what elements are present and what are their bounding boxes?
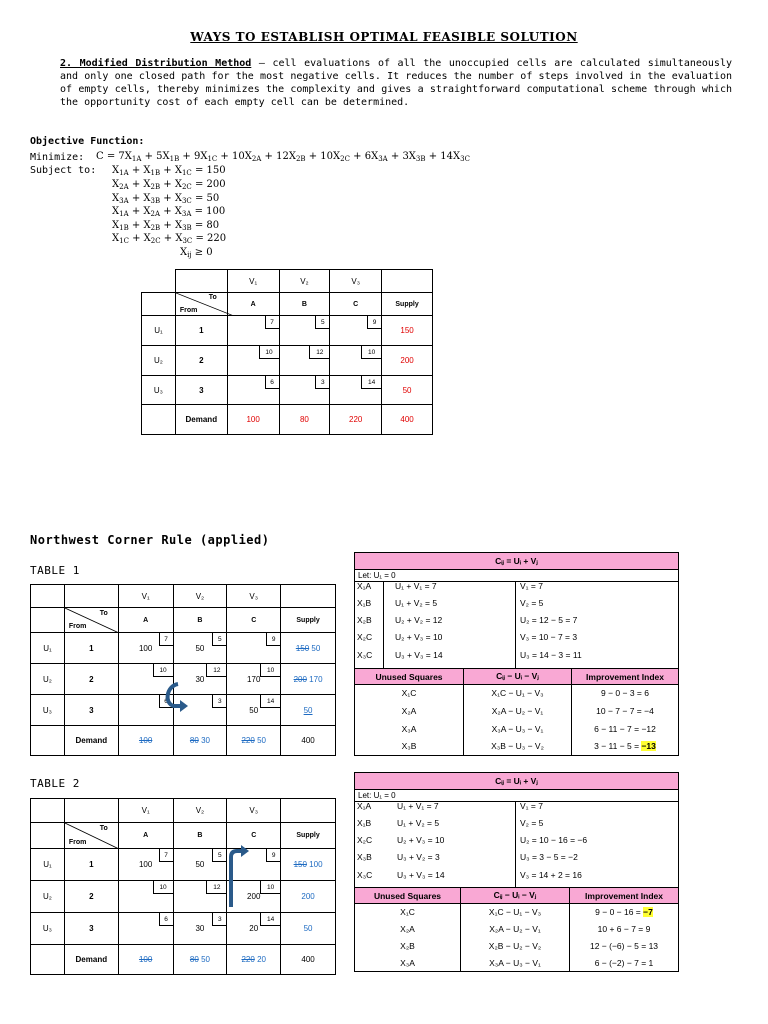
v2-header: V₂ <box>279 270 330 293</box>
alloc-cell: 5 50 <box>173 849 227 881</box>
to-from-header: To From <box>64 823 118 849</box>
cost-cell: 7 <box>227 316 279 346</box>
alloc-cell: 5 50 <box>173 633 227 664</box>
row-3-label: 3 <box>175 376 227 405</box>
alloc-cell: 3 30 <box>173 913 227 945</box>
row-1-label: 1 <box>175 316 227 346</box>
supply-cell: 200 170 <box>281 664 336 695</box>
v1-header: V₁ <box>227 270 279 293</box>
supply-cell: 50 <box>281 695 336 726</box>
constraint-2: $X_{2A} + X_{2B} + X_{2C} = 200$ <box>112 179 226 191</box>
supply-1: 150 <box>382 316 433 346</box>
total: 400 <box>281 945 336 975</box>
demand-cell: 220 20 <box>227 945 281 975</box>
total: 400 <box>281 726 336 756</box>
constraint-6: $X_{1C} + X_{2C} + X_{3C} = 220$ <box>112 233 227 245</box>
cost-cell: 12 <box>279 346 330 376</box>
demand-c: 220 <box>330 405 382 435</box>
cost-cell: 10 <box>330 346 382 376</box>
constraint-1: $X_{1A} + X_{1B} + X_{1C} = 150$ <box>112 165 226 177</box>
alloc-cell: 12 30 <box>173 664 227 695</box>
total: 400 <box>382 405 433 435</box>
supply-cell: 150 100 <box>281 849 336 881</box>
alloc-cell: 9 <box>227 849 281 881</box>
v3-header: V₃ <box>330 270 382 293</box>
alloc-cell: 10 200 <box>227 881 281 913</box>
cost-cell: 10 <box>227 346 279 376</box>
supply-cell: 150 50 <box>281 633 336 664</box>
cost-cell: 6 <box>227 376 279 405</box>
cost-cell: 5 <box>279 316 330 346</box>
table-2: V₁ V₂ V₃ To From A B C Supply U₁ 1 7 100 5 50 9 150 100 U₂ 2 10 12 10 200 200 U₃ 3 6 3 30 14 20 50 Demand 100 80 50 220 20 400 <box>30 798 336 975</box>
supply-cell: 50 <box>281 913 336 945</box>
u3-label: U₃ <box>142 376 176 405</box>
non-negativity: $X_{ij} \ge 0$ <box>180 247 213 259</box>
cost-cell: 3 <box>279 376 330 405</box>
alloc-cell: 12 <box>173 881 227 913</box>
nw-corner-heading: Northwest Corner Rule (applied) <box>30 533 270 547</box>
demand-label: Demand <box>175 405 227 435</box>
constraint-3: $X_{3A} + X_{3B} + X_{3C} = 50$ <box>112 193 220 205</box>
most-negative-index: −7 <box>643 907 653 918</box>
demand-cell: 100 <box>118 945 173 975</box>
supply-3: 50 <box>382 376 433 405</box>
col-c-header: C <box>330 293 382 316</box>
page-title: WAYS TO ESTABLISH OPTIMAL FEASIBLE SOLUTION <box>190 30 578 44</box>
demand-cell: 80 30 <box>173 726 227 756</box>
calc-2-index-table: Unused Squares Cᵢⱼ − Uᵢ − Vⱼ Improvement Index X₁C X₁C − U₁ − V₃ 9 − 0 − 16 = −7 X₂A X₂A − U₂ − V₁ 10 + 6 − 7 = 9 X₂B X₂B − U₂ − V₂ 12 − (−6) − 5 = 13 X₃A X₃A − U₃ − V₁ 6 − (−2) − 7 = 1 <box>354 887 679 972</box>
demand-cell: 220 50 <box>227 726 281 756</box>
alloc-cell: 14 50 <box>227 695 281 726</box>
alloc-cell: 9 <box>227 633 281 664</box>
supply-2: 200 <box>382 346 433 376</box>
demand-a: 100 <box>227 405 279 435</box>
transportation-table <box>141 269 433 435</box>
demand-b: 80 <box>279 405 330 435</box>
cycle-arrow-icon <box>160 680 190 714</box>
col-b-header: B <box>279 293 330 316</box>
alloc-cell: 10 170 <box>227 664 281 695</box>
cost-cell: 9 <box>330 316 382 346</box>
method-description: – cell evaluations of all the unoccupied cells are calculated simultaneously and only one closed path for the most negative cells. It reduces the number of steps involved in the evaluation of empty cells, thereby minimizes the complexity and gives a straightforward computational scheme through which the opportunity cost of each empty cell can be determined. <box>60 58 732 108</box>
minimize-label: Minimize: <box>30 152 85 163</box>
to-from-header: To From <box>175 293 227 316</box>
calc-table-2: Cᵢⱼ = Uᵢ + Vⱼ Let: U₁ = 0 <box>354 772 679 802</box>
alloc-cell: 7 100 <box>118 633 173 664</box>
cost-cell: 14 <box>330 376 382 405</box>
alloc-cell: 6 <box>118 695 173 726</box>
objective-label: Objective Function: <box>30 136 145 147</box>
supply-cell: 200 <box>281 881 336 913</box>
most-negative-index: −13 <box>641 741 656 752</box>
constraint-4: $X_{1A} + X_{2A} + X_{3A} = 100$ <box>112 206 226 218</box>
demand-cell: 100 <box>118 726 173 756</box>
objective-expression: $C = 7X_{1A} + 5X_{1B} + 9X_{1C} + 10X_{2A} + 12X_{2B} + 10X_{2C} + 6X_{3A} + 3X_{3B} + 14X_{3C}$ <box>96 151 470 163</box>
method-heading: 2. Modified Distribution Method <box>60 58 252 69</box>
demand-cell: 80 50 <box>173 945 227 975</box>
alloc-cell: 6 <box>118 913 173 945</box>
calc-table-1: Cᵢⱼ = Uᵢ + Vⱼ Let: U₁ = 0 <box>354 552 679 582</box>
u1-label: U₁ <box>142 316 176 346</box>
alloc-cell: 3 <box>173 695 227 726</box>
supply-header: Supply <box>382 293 433 316</box>
alloc-cell: 14 20 <box>227 913 281 945</box>
table-1: V₁ V₂ V₃ To From A B C Supply U₁ 1 7 100 5 50 9 150 50 U₂ 2 10 12 30 10 170 200 170 U₃ 3 6 3 14 50 50 Demand 100 80 30 220 50 400 <box>30 584 336 756</box>
row-2-label: 2 <box>175 346 227 376</box>
table-2-label: TABLE 2 <box>30 777 80 790</box>
subject-label: Subject to: <box>30 165 97 176</box>
alloc-cell: 10 <box>118 881 173 913</box>
u2-label: U₂ <box>142 346 176 376</box>
constraint-5: $X_{1B} + X_{2B} + X_{3B} = 80$ <box>112 220 220 232</box>
calc-1-index-table: Unused Squares Cᵢⱼ − Uᵢ − Vⱼ Improvement Index X₁C X₁C − U₁ − V₃ 9 − 0 − 3 = 6 X₂A X₂A − U₂ − V₁ 10 − 7 − 7 = −4 X₃A X₃A − U₃ − V₁ 6 − 11 − 7 = −12 X₃B X₃B − U₃ − V₂ 3 − 11 − 5 = −13 <box>354 668 679 756</box>
table-1-label: TABLE 1 <box>30 564 80 577</box>
alloc-cell: 10 <box>118 664 173 695</box>
intro-paragraph <box>60 57 732 109</box>
to-from-header: To From <box>64 608 118 633</box>
alloc-cell: 7 100 <box>118 849 173 881</box>
col-a-header: A <box>227 293 279 316</box>
